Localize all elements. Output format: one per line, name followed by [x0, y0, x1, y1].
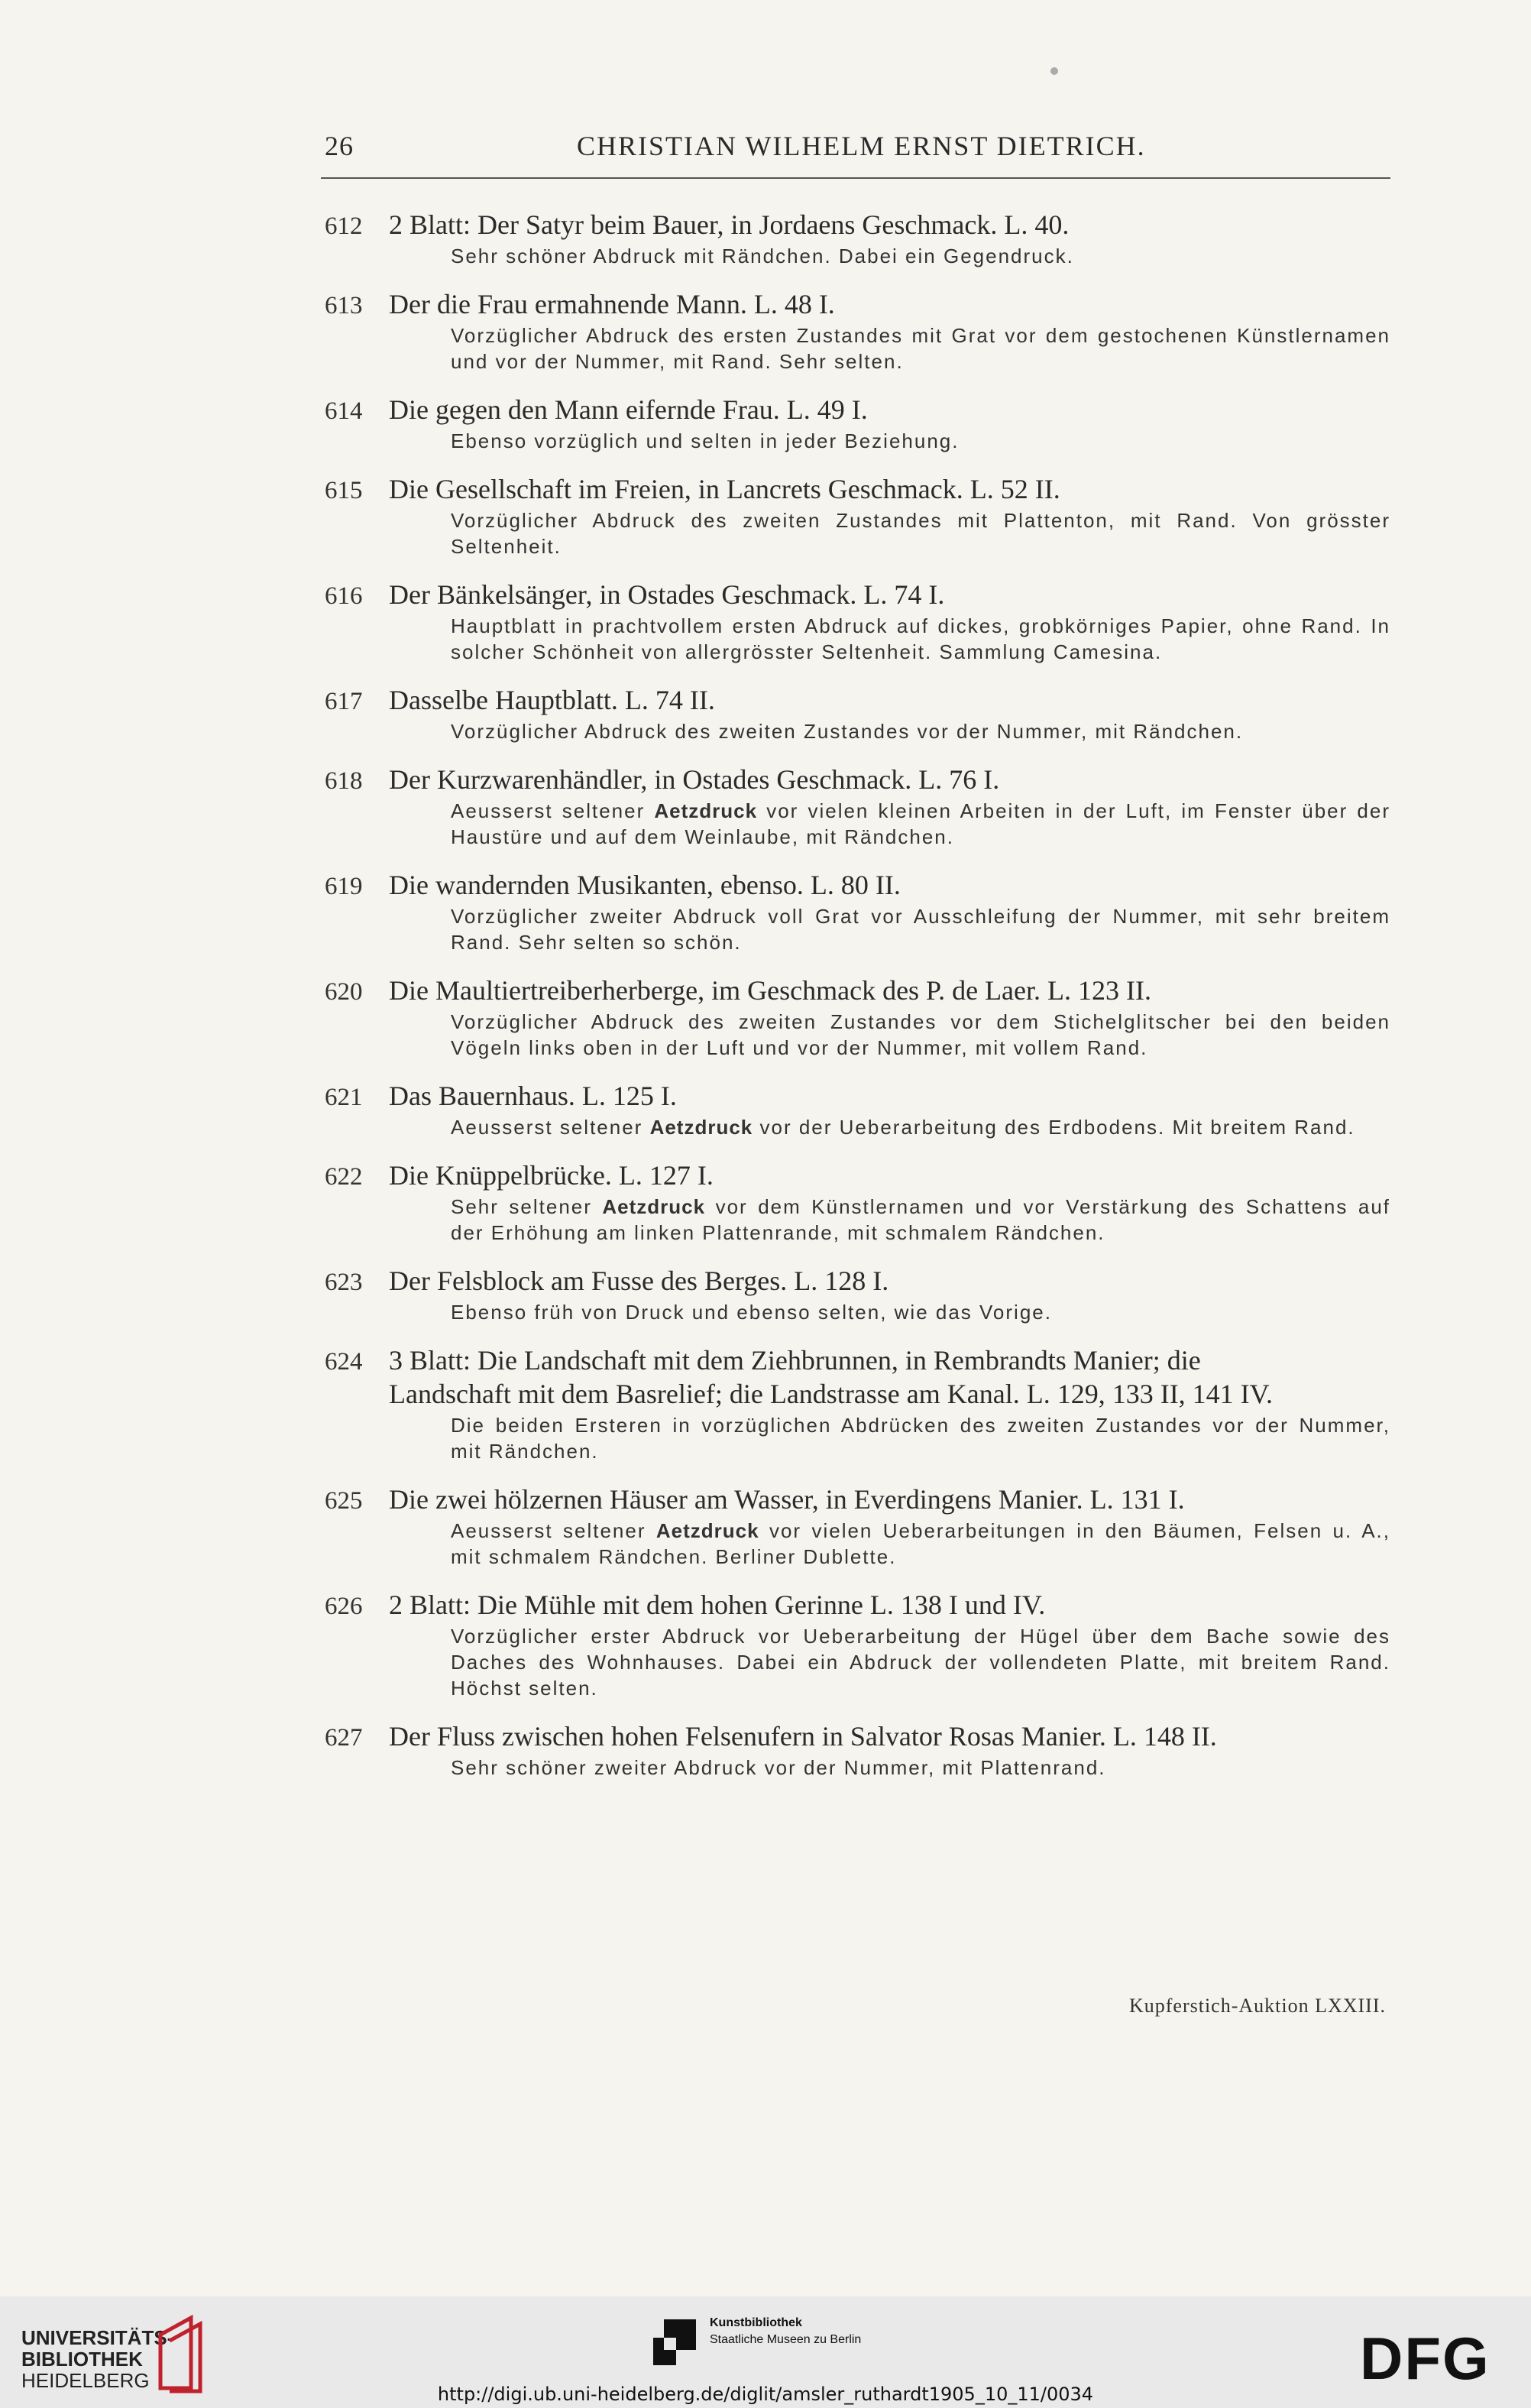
entry-title [389, 1159, 1390, 1192]
entry-number: 622 [325, 1163, 363, 1191]
entry-title-line: Der Kurzwarenhändler, in Ostades Geschmack. L. 76 I. [389, 764, 1000, 795]
entry-description: Vorzüglicher Abdruck des ersten Zustandes mit Grat vor dem gestochenen Künstlernamen und vor der Nummer, mit Rand. Sehr selten. [451, 324, 1390, 373]
catalog-entry [325, 1264, 1390, 1325]
running-title: CHRISTIAN WILHELM ERNST DIETRICH. [577, 131, 1146, 161]
entry-title [389, 208, 1390, 241]
description-emphasis: Aetzdruck [649, 1116, 753, 1139]
entry-title-line: Der Bänkelsänger, in Ostades Geschmack. L. 74 I. [389, 579, 945, 610]
catalog-entry [325, 208, 1390, 269]
catalog-entry [325, 1588, 1390, 1701]
description-text: Aeusserst seltener [451, 799, 655, 822]
entry-number: 617 [325, 688, 363, 715]
entry-title-line: Die wandernden Musikanten, ebenso. L. 80 II. [389, 870, 901, 900]
entry-description: Ebenso früh von Druck und ebenso selten, wie das Vorige. [451, 1301, 1052, 1324]
kunstbibliothek-logo[interactable] [653, 2315, 882, 2376]
catalog-entry [325, 1079, 1390, 1140]
entry-number: 621 [325, 1084, 363, 1111]
description-emphasis: Aetzdruck [655, 1519, 759, 1542]
entry-number: 612 [325, 212, 363, 240]
entry-title [389, 683, 1390, 717]
entry-number: 615 [325, 477, 363, 504]
entry-title [389, 1483, 1390, 1516]
description-text: Aeusserst seltener [451, 1116, 650, 1139]
entry-title [389, 1343, 1390, 1411]
catalog-entry [325, 1719, 1390, 1781]
description-text: vor vielen Ueberarbeitungen in den Bäumen, Felsen u. A., mit schmalem Rändchen. Berliner Dublette. [451, 1519, 1390, 1568]
entry-number: 614 [325, 397, 363, 425]
entry-number: 626 [325, 1593, 363, 1620]
entry-title-line: Die zwei hölzernen Häuser am Wasser, in Everdingens Manier. L. 131 I. [389, 1484, 1185, 1515]
entry-title [389, 472, 1390, 506]
entry-title [389, 287, 1390, 321]
entry-title-line: Die Knüppelbrücke. L. 127 I. [389, 1160, 714, 1191]
ub-logo-line2: BIBLIOTHEK [21, 2348, 143, 2371]
entry-number: 618 [325, 767, 363, 795]
ub-heidelberg-logo[interactable] [21, 2327, 173, 2391]
entry-title-line: Die gegen den Mann eifernde Frau. L. 49 I. [389, 394, 868, 425]
entry-title-line: Der Fluss zwischen hohen Felsenufern in Salvator Rosas Manier. L. 148 II. [389, 1721, 1217, 1752]
entry-number: 616 [325, 582, 363, 610]
entry-title [389, 1079, 1390, 1113]
entry-title [389, 974, 1390, 1007]
entry-title [389, 763, 1390, 796]
entry-title-line: Die Maultiertreiberherberge, im Geschmack des P. de Laer. L. 123 II. [389, 975, 1151, 1006]
description-text: vor der Ueberarbeitung des Erdbodens. Mit breitem Rand. [753, 1116, 1355, 1139]
description-text: vor vielen kleinen Arbeiten in der Luft, im Fenster über der Haustüre und auf dem Weinlaube, mit Rändchen. [451, 799, 1390, 848]
entry-description: Vorzüglicher Abdruck des zweiten Zustandes vor der Nummer, mit Rändchen. [451, 720, 1244, 743]
entry-description [451, 1194, 1390, 1246]
entry-title [389, 1719, 1390, 1753]
ub-logo-line3: HEIDELBERG [21, 2369, 150, 2392]
entry-title-line: Landschaft mit dem Basrelief; die Landstrasse am Kanal. L. 129, 133 II, 141 IV. [389, 1379, 1274, 1409]
catalog-entry [325, 763, 1390, 850]
sheet-signature: Kupferstich-Auktion LXXIII. [1128, 1995, 1386, 2017]
catalog-entry [325, 683, 1390, 744]
description-emphasis: Aetzdruck [654, 799, 758, 822]
entry-title [389, 578, 1390, 611]
catalog-entry [325, 393, 1390, 454]
description-text: vor dem Künstlernamen und vor Verstärkung des Schattens auf der Erhöhung am linken Plattenrande, mit schmalem Rändchen. [451, 1195, 1390, 1244]
header-rule [321, 177, 1390, 179]
catalog-entry [325, 1343, 1390, 1464]
dfg-logo[interactable]: DFG [1360, 2325, 1491, 2392]
entry-number: 623 [325, 1269, 363, 1296]
entry-title-line: Das Bauernhaus. L. 125 I. [389, 1081, 677, 1111]
entry-number: 624 [325, 1348, 363, 1376]
page-header [325, 130, 1387, 176]
catalog-entry [325, 974, 1390, 1061]
entry-number: 619 [325, 873, 363, 900]
entry-title-line: Die Gesellschaft im Freien, in Lancrets Geschmack. L. 52 II. [389, 474, 1060, 504]
entry-description: Sehr schöner zweiter Abdruck vor der Nummer, mit Plattenrand. [451, 1756, 1106, 1779]
description-text: Sehr seltener [451, 1195, 603, 1218]
entry-description: Ebenso vorzüglich und selten in jeder Beziehung. [451, 429, 960, 452]
entry-title-line: Dasselbe Hauptblatt. L. 74 II. [389, 685, 715, 715]
paper-speck [1050, 67, 1058, 75]
entry-description [451, 798, 1390, 850]
entry-title-line: 3 Blatt: Die Landschaft mit dem Ziehbrunnen, in Rembrandts Manier; die [389, 1345, 1201, 1376]
entry-title [389, 1588, 1390, 1622]
entry-number: 613 [325, 292, 363, 319]
entry-description [451, 1518, 1390, 1570]
description-text: Aeusserst seltener [451, 1519, 656, 1542]
entry-description: Hauptblatt in prachtvollem ersten Abdruck auf dickes, grobkörniges Papier, ohne Rand. In solcher Schönheit von allergrösster Seltenheit. Sammlung Camesina. [451, 614, 1390, 663]
entry-number: 620 [325, 978, 363, 1006]
entry-description: Vorzüglicher erster Abdruck vor Ueberarbeitung der Hügel über dem Bache sowie des Daches des Wohnhauses. Dabei ein Abdruck der vollendeten Platte, mit breitem Rand. Höchst selten. [451, 1625, 1390, 1700]
entry-title-line: Der Felsblock am Fusse des Berges. L. 128 I. [389, 1266, 889, 1296]
entry-title-line: 2 Blatt: Die Mühle mit dem hohen Gerinne L. 138 I und IV. [389, 1590, 1046, 1620]
entry-title-line: 2 Blatt: Der Satyr beim Bauer, in Jordaens Geschmack. L. 40. [389, 209, 1070, 240]
kb-line2: Staatliche Museen zu Berlin [710, 2333, 862, 2346]
kb-line1: Kunstbibliothek [710, 2316, 802, 2329]
entry-title [389, 1264, 1390, 1298]
footer-bar [0, 2296, 1531, 2408]
catalog-entry [325, 868, 1390, 955]
catalog-entries [325, 208, 1390, 1799]
entry-description: Vorzüglicher Abdruck des zweiten Zustandes vor dem Stichelglitscher bei den beiden Vögeln links oben in der Luft und vor der Nummer, mit vollem Rand. [451, 1010, 1390, 1059]
catalog-entry [325, 287, 1390, 374]
catalog-entry [325, 1159, 1390, 1246]
kunstbibliothek-emblem-icon [653, 2319, 696, 2365]
entry-description: Vorzüglicher zweiter Abdruck voll Grat vor Ausschleifung der Nummer, mit sehr breitem Rand. Sehr selten so schön. [451, 905, 1390, 954]
entry-description: Die beiden Ersteren in vorzüglichen Abdrücken des zweiten Zustandes vor der Nummer, mit Rändchen. [451, 1414, 1390, 1463]
description-emphasis: Aetzdruck [602, 1195, 706, 1218]
entry-title [389, 393, 1390, 426]
entry-description [451, 1114, 1390, 1140]
entry-description: Sehr schöner Abdruck mit Rändchen. Dabei ein Gegendruck. [451, 245, 1074, 267]
permalink-url[interactable]: http://digi.ub.uni-heidelberg.de/diglit/amsler_ruthardt1905_10_11/0034 [437, 2384, 1094, 2405]
catalog-entry [325, 472, 1390, 559]
catalog-entry [325, 578, 1390, 665]
page-number: 26 [325, 131, 354, 161]
catalog-entry [325, 1483, 1390, 1570]
entry-title-line: Der die Frau ermahnende Mann. L. 48 I. [389, 289, 835, 319]
entry-title [389, 868, 1390, 902]
entry-number: 625 [325, 1487, 363, 1515]
entry-description: Vorzüglicher Abdruck des zweiten Zustandes mit Plattenton, mit Rand. Von grösster Seltenheit. [451, 509, 1390, 558]
entry-number: 627 [325, 1724, 363, 1752]
ub-logo-line1: UNIVERSITÄTS- [21, 2326, 174, 2349]
